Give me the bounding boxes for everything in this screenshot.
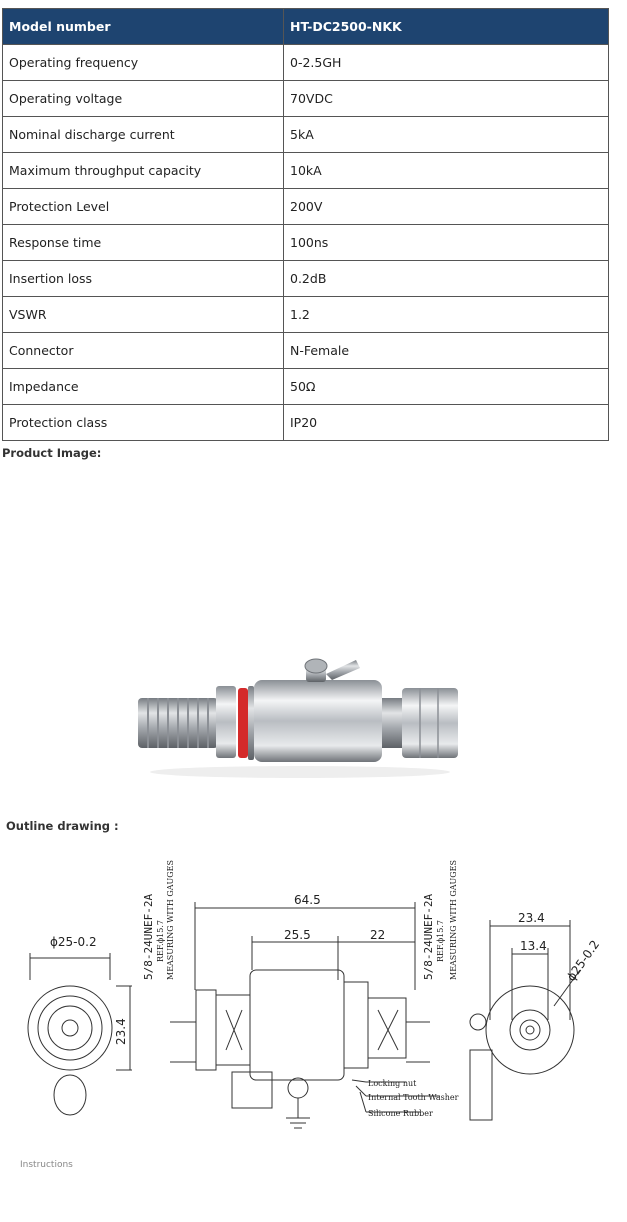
table-row bbox=[3, 297, 609, 333]
row-value: 0-2.5GH bbox=[284, 45, 609, 81]
thread-left: 5/8-24UNEF-2A bbox=[142, 893, 155, 980]
callout-washer: Internal Tooth Washer bbox=[368, 1093, 459, 1102]
row-label: Operating frequency bbox=[3, 45, 284, 81]
table-row bbox=[3, 81, 609, 117]
dim-total-length: 64.5 bbox=[294, 893, 321, 907]
table-row bbox=[3, 405, 609, 441]
row-value: 70VDC bbox=[284, 81, 609, 117]
measure-left: MEASURING WITH GAUGES bbox=[166, 859, 175, 980]
dim-diameter-left: ϕ25-0.2 bbox=[50, 935, 97, 949]
row-label: Operating voltage bbox=[3, 81, 284, 117]
dim-right-segment: 22 bbox=[370, 928, 386, 942]
right-connector bbox=[402, 688, 458, 758]
table-row bbox=[3, 153, 609, 189]
red-ring bbox=[238, 688, 248, 758]
row-label: VSWR bbox=[3, 297, 284, 333]
thread-right: 5/8-24UNEF-2A bbox=[422, 893, 435, 980]
row-label: Maximum throughput capacity bbox=[3, 153, 284, 189]
dim-right-inner: 13.4 bbox=[520, 939, 547, 953]
main-body bbox=[254, 680, 382, 762]
spec-table bbox=[2, 8, 609, 441]
row-label: Protection Level bbox=[3, 189, 284, 225]
ref-right: REF.ϕ15.7 bbox=[436, 920, 445, 962]
table-row bbox=[3, 333, 609, 369]
table-row bbox=[3, 225, 609, 261]
row-value: 200V bbox=[284, 189, 609, 225]
row-value: N-Female bbox=[284, 333, 609, 369]
row-label: Protection class bbox=[3, 405, 284, 441]
table-row bbox=[3, 117, 609, 153]
callout-locking-nut: Locking nut bbox=[368, 1079, 417, 1088]
ref-left: REF.ϕ15.7 bbox=[156, 920, 165, 962]
row-label: Response time bbox=[3, 225, 284, 261]
row-label: Connector bbox=[3, 333, 284, 369]
table-header-row bbox=[3, 9, 609, 45]
row-value: 5kA bbox=[284, 117, 609, 153]
product-photo bbox=[120, 640, 480, 780]
row-value: 50Ω bbox=[284, 369, 609, 405]
product-image-label: Product Image: bbox=[2, 446, 102, 460]
row-value: 1.2 bbox=[284, 297, 609, 333]
header-value: HT-DC2500-NKK bbox=[284, 9, 609, 45]
row-label: Nominal discharge current bbox=[3, 117, 284, 153]
header-label: Model number bbox=[3, 9, 284, 45]
outline-drawing bbox=[0, 850, 627, 1150]
row-label: Insertion loss bbox=[3, 261, 284, 297]
row-value: 0.2dB bbox=[284, 261, 609, 297]
hex-nut bbox=[216, 686, 236, 758]
table-row bbox=[3, 189, 609, 225]
row-label: Impedance bbox=[3, 369, 284, 405]
row-value: IP20 bbox=[284, 405, 609, 441]
table-row bbox=[3, 261, 609, 297]
dim-diameter-right: ϕ25-0.2 bbox=[563, 937, 603, 984]
row-value: 100ns bbox=[284, 225, 609, 261]
dim-right-width: 23.4 bbox=[518, 911, 545, 925]
dim-height: 23.4 bbox=[114, 1018, 128, 1045]
callout-rubber: Silicone Rubber bbox=[368, 1109, 433, 1118]
row-value: 10kA bbox=[284, 153, 609, 189]
footer-text: Instructions bbox=[20, 1160, 73, 1170]
dim-left-segment: 25.5 bbox=[284, 928, 311, 942]
outline-drawing-label: Outline drawing : bbox=[6, 819, 119, 833]
table-row bbox=[3, 45, 609, 81]
measure-right: MEASURING WITH GAUGES bbox=[449, 859, 458, 980]
table-row bbox=[3, 369, 609, 405]
